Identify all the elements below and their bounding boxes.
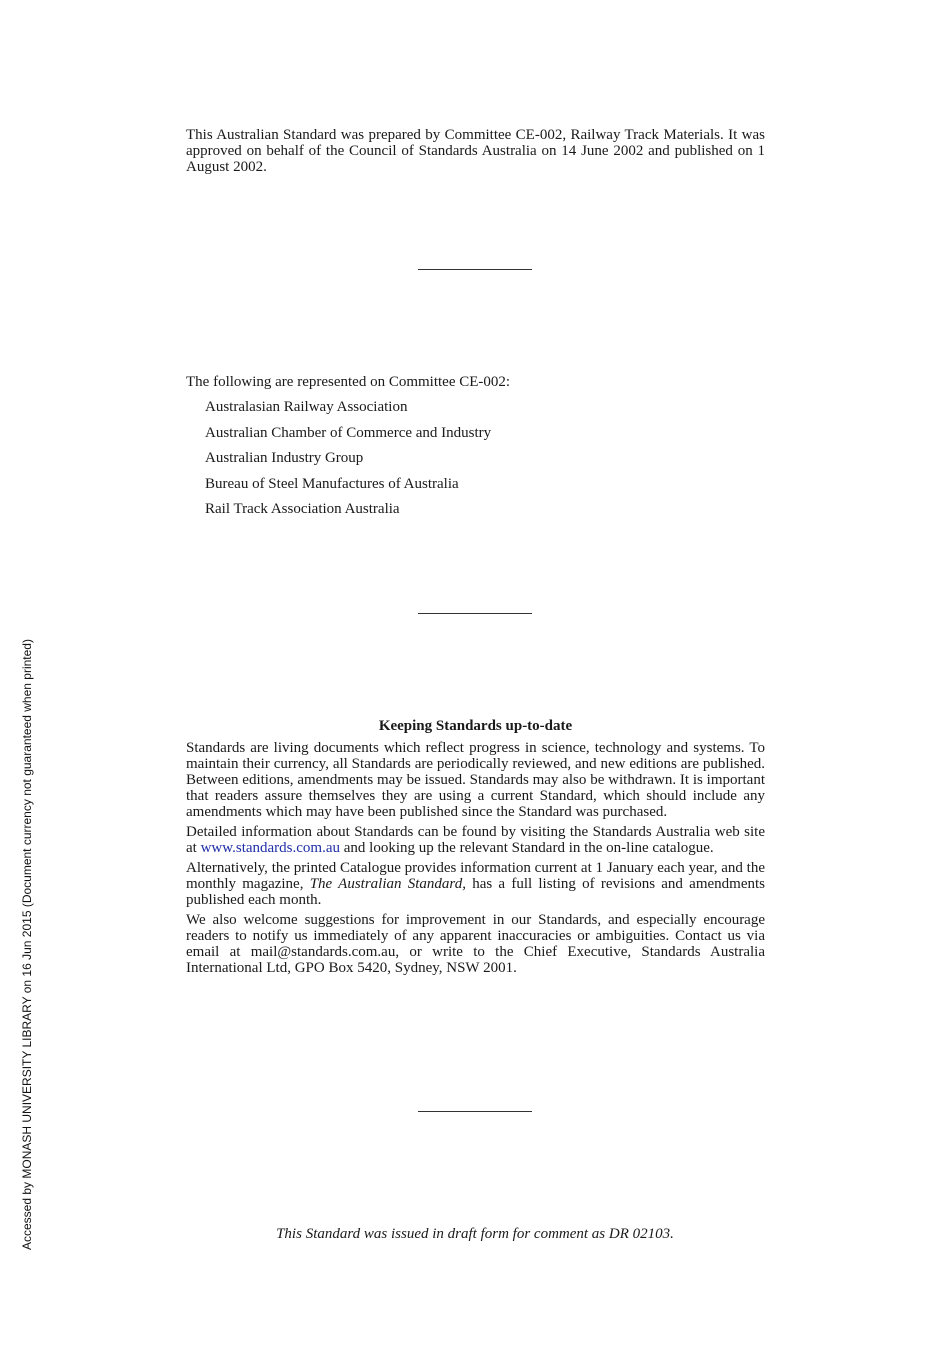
committee-member-list xyxy=(186,391,765,519)
divider-rule xyxy=(418,613,532,614)
paragraph-web-site xyxy=(186,824,765,856)
committee-member: Rail Track Association Australia xyxy=(205,501,400,517)
paragraph-text: Alternatively, the printed Catalogue provides information current at 1 January each year, and the monthly magazine, xyxy=(186,860,765,892)
draft-note: This Standard was issued in draft form for comment as DR 02103. xyxy=(276,1226,674,1242)
paragraph-text: and looking up the relevant Standard in the on-line catalogue. xyxy=(340,840,714,856)
committee-member: Australian Industry Group xyxy=(205,450,364,466)
approval-statement: This Australian Standard was prepared by Committee CE-002, Railway Track Materials. It was approved on behalf of the Council of Standards Australia on 14 June 2002 and published on 1 August 2002. xyxy=(186,127,765,175)
paragraph-text: Detailed information about Standards can be found by visiting the Standards Australia web site at xyxy=(186,824,765,856)
paragraph-text: , has a full listing of revisions and amendments published each month. xyxy=(186,876,765,908)
keeping-standards-section xyxy=(186,718,765,980)
standards-website-link[interactable]: www.standards.com.au xyxy=(200,840,340,856)
magazine-title: The Australian Standard xyxy=(309,876,463,892)
paragraph-living-documents: Standards are living documents which reflect progress in science, technology and systems. To maintain their currency, all Standards are periodically reviewed, and new editions are published. Between editions, amendments may be issued. Standards may also be withdrawn. It is important that readers assure themselves they are using a current Standard, which should include any amendments which may have been published since the Standard was purchased. xyxy=(186,740,765,820)
committee-member: Australasian Railway Association xyxy=(205,399,408,415)
access-watermark: Accessed by MONASH UNIVERSITY LIBRARY on 16 Jun 2015 (Document currency not guaranteed when printed) xyxy=(20,639,34,1250)
committee-section xyxy=(186,374,765,519)
committee-member: Bureau of Steel Manufactures of Australia xyxy=(205,475,459,492)
divider-rule xyxy=(418,1111,532,1112)
section-heading: Keeping Standards up-to-date xyxy=(378,718,573,734)
committee-member: Australian Chamber of Commerce and Industry xyxy=(205,424,492,441)
paragraph-catalogue xyxy=(186,860,765,908)
committee-lead: The following are represented on Committee CE-002: xyxy=(186,374,511,390)
divider-rule xyxy=(418,269,532,270)
paragraph-suggestions: We also welcome suggestions for improvement in our Standards, and especially encourage readers to notify us immediately of any apparent inaccuracies or ambiguities. Contact us via email at mail@standards.com.au, or write to the Chief Executive, Standards Australia International Ltd, GPO Box 5420, Sydney, NSW 2001. xyxy=(186,912,765,976)
